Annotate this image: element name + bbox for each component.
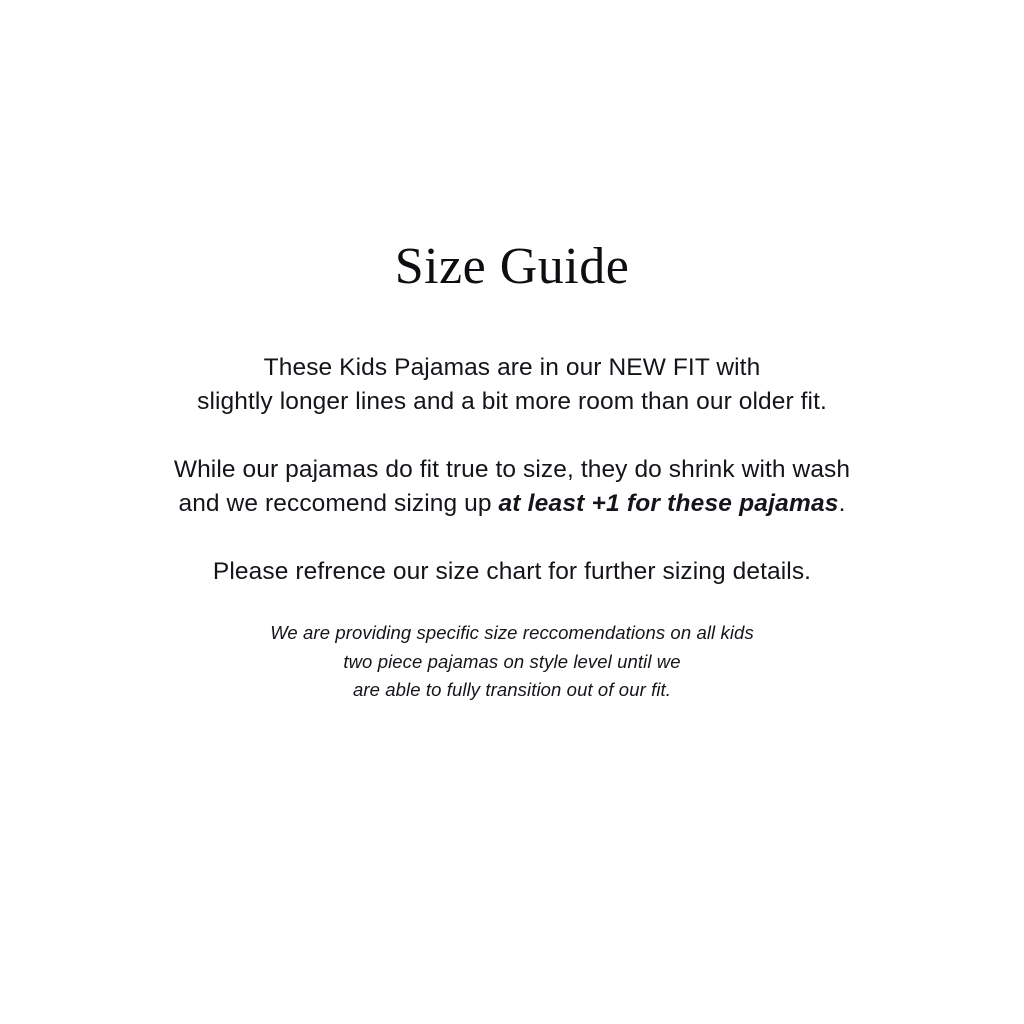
intro-line-1: These Kids Pajamas are in our NEW FIT with: [263, 354, 761, 382]
intro-line-2: slightly longer lines and a bit more room than our older fit.: [197, 388, 827, 416]
note-line-3: are able to fully transition out of our fit.: [352, 679, 672, 701]
size-chart-reference-line: Please refrence our size chart for further sizing details.: [212, 558, 812, 586]
fit-advice-line-1: While our pajamas do fit true to size, they do shrink with wash: [173, 456, 851, 484]
fit-advice-emphasis: at least +1 for these pajamas: [498, 490, 839, 518]
paragraph-spacer-2: [0, 521, 1024, 555]
note-line-2: two piece pajamas on style level until we: [343, 650, 681, 672]
recommendation-note: [0, 619, 1024, 705]
paragraph-spacer-3: [0, 589, 1024, 619]
page-title: Size Guide: [394, 238, 630, 295]
fit-advice-line-2-prefix: and we reccomend sizing up: [178, 490, 499, 518]
size-guide-content: [0, 238, 1024, 705]
paragraph-spacer-1: [0, 419, 1024, 453]
size-chart-reference-paragraph: [0, 555, 1024, 589]
intro-paragraph: [0, 351, 1024, 419]
note-line-1: We are providing specific size reccomendations on all kids: [270, 622, 754, 644]
fit-advice-line-2-suffix: .: [838, 490, 846, 518]
fit-advice-line-2: [0, 487, 1024, 521]
fit-advice-paragraph: [0, 453, 1024, 521]
